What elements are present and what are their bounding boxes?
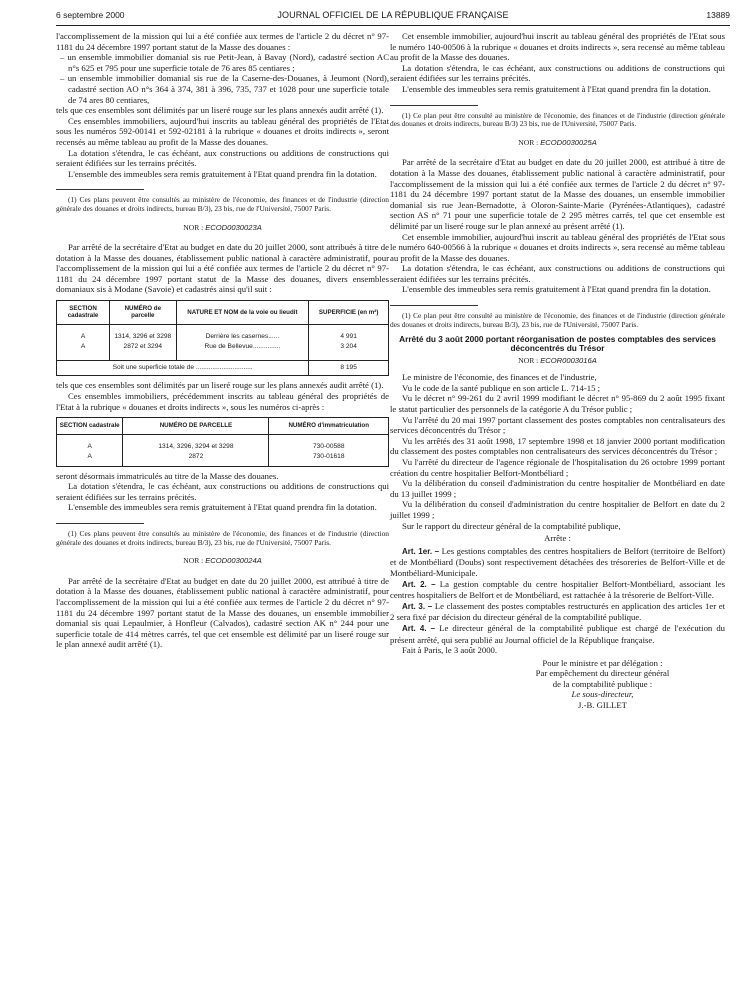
arrete-heading: Arrête : <box>544 533 571 544</box>
nor-reference: NOR : ECOD0030025A <box>518 137 597 147</box>
paragraph: La dotation s'étendra, le cas échéant, aux constructions ou additions de constructions qui seraient édifiées sur les terrains précités. <box>390 62 725 84</box>
paragraph: Par arrêté de la secrétaire d'Etat au budget en date du 20 juillet 2000, est attribué à titre de dotation à la Masse des douanes, établissement public national à caractère administratif, pour l'accomplissement de la mission qui lui a été confiée aux termes de l'article 2 du décret n° 97-1181 du 24 décembre 1997 portant statut de la Masse des douanes, un ensemble immobilier domanial sis quai Lepaulmier, à Honfleur (Calvados), cadastré section AK n° 244 pour une superficie totale de 414 mètres carrés, tel que cet ensemble est délimité par un liseré rouge sur le plan annexé audit arrêté (1). <box>56 575 389 650</box>
paragraph: L'ensemble des immeubles sera remis gratuitement à l'Etat quand prendra fin la dotation. <box>68 168 377 179</box>
list-item: – un ensemble immobilier domanial sis rue de la Caserne-des-Douanes, à Jeumont (Nord), cadastré section AO n°s 364 à 374, 381 à 396, 735, 737 et 1028 pour une superficie totale de 74 ares 80 centiares, <box>60 73 389 105</box>
table-header: NUMÉRO DE PARCELLE <box>123 418 269 434</box>
paragraph: L'ensemble des immeubles sera remis gratuitement à l'Etat quand prendra fin la dotation. <box>402 284 711 295</box>
paragraph: Par arrêté de la secrétaire d'Etat au budget en date du 20 juillet 2000, sont attribués à titre de dotation à la Masse des douanes, établissement public national à caractère administratif, pour l'accomplissement de la mission qui lui a été confiée aux termes de l'article 2 du décret n° 97-1181 du 24 décembre 1997 portant statut de la Masse des douanes, divers ensembles domaniaux sis à Modane (Savoie) et cadastrés ainsi qu'il suit : <box>56 242 389 295</box>
paragraph: Vu la délibération du conseil d'administration du centre hospitalier de Belfort en date du 2 juillet 1999 ; <box>390 499 725 520</box>
paragraph: Vu la délibération du conseil d'administration du centre hospitalier de Montbéliard en date du 13 juillet 1999 ; <box>390 478 725 499</box>
paragraph: Vu l'arrêté du directeur de l'agence régionale de l'hospitalisation du 26 octobre 1999 portant création du centre hospitalier Belfort-Montbéliard ; <box>390 457 725 478</box>
table-header: NATURE ET NOM de la voie ou lieudit <box>176 301 309 325</box>
article-2: Art. 2. – La gestion comptable du centre hospitalier Belfort-Montbéliard, associant les centres hospitaliers de Belfort et de Montbéliard, est rattachée à la trésorerie de Belfort-Ville. <box>390 578 726 601</box>
article-1: Art. 1er. – Les gestions comptables des centres hospitaliers de Belfort (territoire de Belfort) et de Montbéliard (Doubs) sont respectivement détachées des trésoreries de Belfort-Ville et de Montbéliard-Municipale. <box>390 545 726 578</box>
paragraph: seront désormais immatriculés au titre de la Masse des douanes. <box>56 470 279 481</box>
paragraph: La dotation s'étendra, le cas échéant, aux constructions ou additions de constructions qui seraient édifiées sur les terrains précités. <box>390 263 725 284</box>
article-4: Art. 4. – Le directeur général de la comptabilité publique est chargé de l'exécution du présent arrêté, qui sera publié au Journal officiel de la République française. <box>390 622 726 645</box>
signature-line: Par empêchement du directeur général <box>535 668 670 679</box>
paragraph: Vu les arrêtés des 31 août 1998, 17 septembre 1998 et 18 janvier 2000 portant modification du classement des postes comptables non centralisateurs des services déconcentrés du Trésor ; <box>390 435 725 457</box>
page-header <box>56 10 730 24</box>
left-column <box>56 31 389 650</box>
paragraph: Ces ensembles immobiliers, précédemment inscrits au tableau général des propriétés de l'Etat à la rubrique « douanes et droits indirects », sous les numéros ci-après : <box>56 390 389 412</box>
header-page-number: 13889 <box>706 10 730 20</box>
table-row: A 1314, 3296 et 3298 Derrière les casernes...... 4 991 <box>57 332 389 343</box>
paragraph: Vu le décret n° 99-261 du 2 avril 1999 modifiant le décret n° 95-869 du 2 août 1995 fixant le statut particulier des personnels de la catégorie A du Trésor public ; <box>390 393 725 415</box>
paragraph: tels que ces ensembles sont délimités par un liseré rouge sur les plans annexés audit arrêté (1). <box>56 105 384 116</box>
registration-table <box>56 417 389 466</box>
footnote-separator <box>390 105 478 106</box>
paragraph: L'ensemble des immeubles sera remis gratuitement à l'Etat quand prendra fin la dotation. <box>402 83 711 94</box>
article-3: Art. 3. – Le classement des postes comptables restructurés en application des articles 1er et 2 sera fixé par décision du directeur général de la comptabilité publique. <box>390 600 725 623</box>
paragraph: tels que ces ensembles sont délimités par un liseré rouge sur les plans annexés audit arrêté (1). <box>56 380 384 391</box>
header-date: 6 septembre 2000 <box>56 10 125 20</box>
table-row: A 2872 et 3294 Rue de Bellevue............... 3 204 <box>57 342 389 353</box>
paragraph: Sur le rapport du directeur général de la comptabilité publique, <box>402 520 621 531</box>
footnote-separator <box>390 305 478 306</box>
paragraph: Cet ensemble immobilier, aujourd'hui inscrit au tableau général des propriétés de l'Etat sous le numéro 140-00506 à la rubrique « douanes et droits indirects », sera recensé au même tableau au profit de la Masse des douanes. <box>390 31 725 63</box>
signatory-name: J.-B. GILLET <box>578 700 627 711</box>
table-header: NUMÉRO d'immatriculation <box>269 418 389 434</box>
table-header: SECTION cadastrale <box>57 418 123 434</box>
footnote: (1) Ce plan peut être consulté au ministère de l'économie, des finances et de l'industrie (direction générale des douanes et droits indirects, bureau B/3) 23 bis, rue de l'Université, 75007 Paris. <box>390 110 725 129</box>
signature-title: Le sous-directeur, <box>571 689 634 700</box>
footnote: (1) Ces plans peuvent être consultés au ministère de l'économie, des finances et de l'industrie (direction générale des douanes et droits indirects, bureau B/3), 23 bis, rue de l'Université, 75007 Paris. <box>56 528 389 547</box>
parcel-table <box>56 300 389 376</box>
paragraph: l'accomplissement de la mission qui lui a été confiée aux termes de l'article 2 du décret n° 97-1181 du 24 décembre 1997 portant statut de la Masse des douanes : <box>56 31 389 52</box>
paragraph: L'ensemble des immeubles sera remis gratuitement à l'Etat quand prendra fin la dotation. <box>68 502 377 513</box>
paragraph: Le ministre de l'économie, des finances et de l'industrie, <box>402 372 597 383</box>
footnote: (1) Ces plans peuvent être consultés au ministère de l'économie, des finances et de l'industrie (direction générale des douanes et droits indirects, bureau B/3), 23 bis, rue de l'Université, 75007 Paris. <box>56 195 389 213</box>
header-rule <box>56 25 730 26</box>
table-total-row: Soit une superficie totale de ............................... 8 195 <box>57 360 389 376</box>
table-header: NUMÉRO de parcelle <box>110 301 176 325</box>
nor-reference: NOR : ECOD0030023A <box>183 222 262 232</box>
paragraph: La dotation s'étendra, le cas échéant, aux constructions ou additions de constructions qui seraient édifiées sur les terrains précités. <box>56 481 389 502</box>
decree-title: Arrêté du 3 août 2000 portant réorganisation de postes comptables des services déconcentrés du Trésor <box>399 334 716 354</box>
paragraph: Vu le code de la santé publique en son article L. 714-15 ; <box>402 382 601 393</box>
paragraph: La dotation s'étendra, le cas échéant, aux constructions ou additions de constructions qui seraient édifiées sur les terrains précités. <box>56 147 389 169</box>
table-row: A 2872 730-01618 <box>57 452 389 466</box>
list-item: – un ensemble immobilier domanial sis rue Petit-Jean, à Bavay (Nord), cadastré section AC n°s 625 et 795 pour une superficie totale de 76 ares 85 centiares ; <box>60 52 389 73</box>
nor-reference: NOR : ECOD0030024A <box>183 556 262 566</box>
right-column <box>390 31 725 711</box>
table-header: SECTION cadastrale <box>57 301 110 325</box>
paragraph: Vu l'arrêté du 20 mai 1997 portant classement des postes comptables non centralisateurs des services déconcentrés du Trésor ; <box>390 414 725 436</box>
table-header: SUPERFICIE (en m²) <box>309 301 389 325</box>
header-journal-title: JOURNAL OFFICIEL DE LA RÉPUBLIQUE FRANÇAISE <box>277 10 509 20</box>
paragraph: Par arrêté de la secrétaire d'Etat au budget en date du 20 juillet 2000, est attribué à titre de dotation à la Masse des douanes, établissement public national à caractère administratif, pour l'accomplissement de la mission qui lui a été confiée aux termes de l'article 2 du décret n° 97-1181 du 24 décembre 1997 portant statut de la Masse des douanes, un ensemble immobilier domanial sis rue Jean-Bernadotte, à Oloron-Sainte-Marie (Pyrénées-Atlantiques), cadastré section AS n° 71 pour une superficie totale de 2 295 mètres carrés, tel que cet ensemble est délimité par un liseré rouge sur le plan annexé au présent arrêté (1). <box>390 157 725 231</box>
footnote-separator <box>56 523 144 524</box>
table-row: A 1314, 3296, 3294 et 3298 730-00588 <box>57 442 389 453</box>
footnote: (1) Ce plan peut être consulté au ministère de l'économie, des finances et de l'industrie (direction générale des douanes et droits indirects, bureau B/3), 23 bis, rue de l'Université, 75007 Paris. <box>390 311 725 329</box>
place-date: Fait à Paris, le 3 août 2000. <box>402 645 498 656</box>
paragraph: Ces ensembles immobiliers, aujourd'hui inscrits au tableau général des propriétés de l'Etat sous les numéros 592-00141 et 592-02181 à la rubrique « douanes et droits indirects », seront recensés au même tableau au profit de la Masse des douanes. <box>56 115 389 147</box>
nor-reference: NOR : ECOR0003016A <box>518 355 597 365</box>
signature-line: de la comptabilité publique : <box>552 678 653 689</box>
paragraph: Cet ensemble immobilier, aujourd'hui inscrit au tableau général des propriétés de l'Etat sous le numéro 640-00566 à la rubrique « douanes et droits indirects », sera recensé au même tableau au profit de la Masse des douanes. <box>390 231 725 263</box>
footnote-separator <box>56 189 144 190</box>
signature-line: Pour le ministre et par délégation : <box>542 657 663 668</box>
